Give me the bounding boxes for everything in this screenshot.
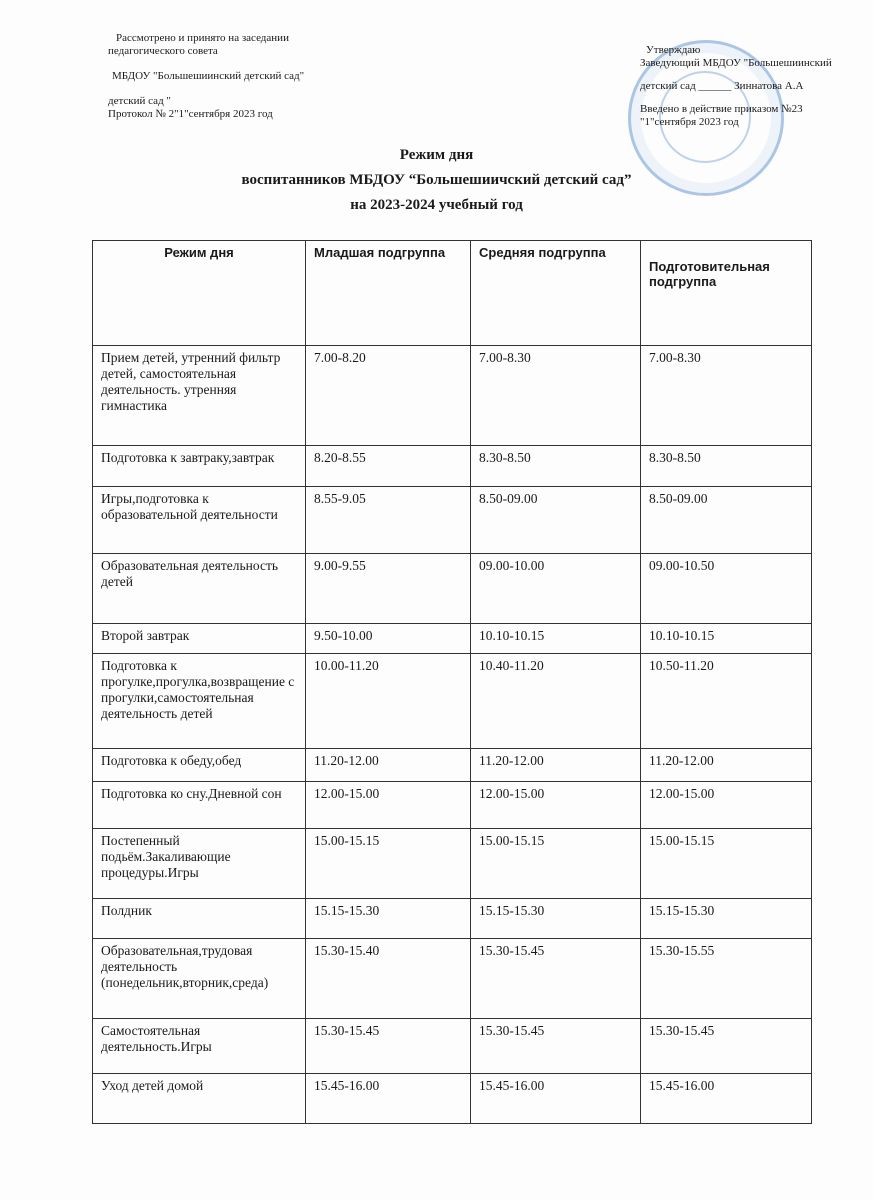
table-row xyxy=(93,446,812,487)
time-cell: 8.20-8.55 xyxy=(306,446,471,487)
time-cell: 11.20-12.00 xyxy=(471,749,641,782)
time-cell: 15.00-15.15 xyxy=(306,829,471,899)
table-row xyxy=(93,782,812,829)
activity-cell: Второй завтрак xyxy=(93,624,306,654)
approval-block-right xyxy=(640,44,860,129)
time-cell: 12.00-15.00 xyxy=(641,782,812,829)
table-header-row xyxy=(93,241,812,346)
col-header: Средняя подгруппа xyxy=(471,241,641,346)
doc-title: Режим дня xyxy=(399,147,474,163)
time-cell: 15.15-15.30 xyxy=(471,899,641,939)
time-cell: 7.00-8.30 xyxy=(641,346,812,446)
time-cell: 8.30-8.50 xyxy=(641,446,812,487)
activity-cell: Уход детей домой xyxy=(93,1074,306,1124)
approval-block-left xyxy=(108,32,348,121)
header-line: детский сад " xyxy=(108,95,171,107)
time-cell: 10.40-11.20 xyxy=(471,654,641,749)
time-cell: 9.00-9.55 xyxy=(306,554,471,624)
schedule-table xyxy=(92,240,812,1124)
time-cell: 15.30-15.45 xyxy=(641,1019,812,1074)
time-cell: 8.55-9.05 xyxy=(306,487,471,554)
header-line: Заведующий МБДОУ "Большешиинский xyxy=(640,57,832,69)
activity-cell: Игры,подготовка к образовательной деятельности xyxy=(93,487,306,554)
time-cell: 8.50-09.00 xyxy=(471,487,641,554)
time-cell: 8.50-09.00 xyxy=(641,487,812,554)
header-line: "1"сентября 2023 год xyxy=(640,116,739,128)
activity-cell: Подготовка к обеду,обед xyxy=(93,749,306,782)
header-line: Протокол № 2"1"сентября 2023 год xyxy=(108,108,273,120)
time-cell: 15.45-16.00 xyxy=(306,1074,471,1124)
time-cell: 15.00-15.15 xyxy=(641,829,812,899)
time-cell: 7.00-8.20 xyxy=(306,346,471,446)
activity-cell: Подготовка к завтраку,завтрак xyxy=(93,446,306,487)
time-cell: 11.20-12.00 xyxy=(306,749,471,782)
time-cell: 8.30-8.50 xyxy=(471,446,641,487)
doc-subtitle: воспитанников МБДОУ “Большешиичский детский сад” xyxy=(241,172,632,188)
time-cell: 12.00-15.00 xyxy=(306,782,471,829)
time-cell: 15.00-15.15 xyxy=(471,829,641,899)
col-header: Режим дня xyxy=(93,241,306,346)
table-row xyxy=(93,899,812,939)
time-cell: 12.00-15.00 xyxy=(471,782,641,829)
time-cell: 15.15-15.30 xyxy=(641,899,812,939)
table-row xyxy=(93,829,812,899)
activity-cell: Прием детей, утренний фильтр детей, самостоятельная деятельность. утренняя гимнастика xyxy=(93,346,306,446)
time-cell: 10.50-11.20 xyxy=(641,654,812,749)
activity-cell: Самостоятельная деятельность.Игры xyxy=(93,1019,306,1074)
table-row xyxy=(93,749,812,782)
col-header: Младшая подгруппа xyxy=(306,241,471,346)
time-cell: 7.00-8.30 xyxy=(471,346,641,446)
time-cell: 15.30-15.45 xyxy=(471,939,641,1019)
table-row xyxy=(93,939,812,1019)
time-cell: 15.45-16.00 xyxy=(641,1074,812,1124)
time-cell: 15.15-15.30 xyxy=(306,899,471,939)
header-line: детский сад ______ Зиннатова А.А xyxy=(640,80,804,92)
activity-cell: Подготовка ко сну.Дневной сон xyxy=(93,782,306,829)
table-row xyxy=(93,1019,812,1074)
time-cell: 10.10-10.15 xyxy=(471,624,641,654)
table-row xyxy=(93,1074,812,1124)
time-cell: 15.30-15.45 xyxy=(471,1019,641,1074)
time-cell: 9.50-10.00 xyxy=(306,624,471,654)
table-row xyxy=(93,346,812,446)
activity-cell: Постепенный подьём.Закаливающие процедуры.Игры xyxy=(93,829,306,899)
time-cell: 10.00-11.20 xyxy=(306,654,471,749)
header-line: Утверждаю xyxy=(646,44,701,56)
table-row xyxy=(93,554,812,624)
activity-cell: Полдник xyxy=(93,899,306,939)
table-row xyxy=(93,487,812,554)
time-cell: 15.45-16.00 xyxy=(471,1074,641,1124)
header-line: педагогического совета xyxy=(108,45,218,57)
time-cell: 15.30-15.45 xyxy=(306,1019,471,1074)
header-line: МБДОУ "Большешиинский детский сад" xyxy=(112,70,305,82)
time-cell: 11.20-12.00 xyxy=(641,749,812,782)
table-row xyxy=(93,624,812,654)
activity-cell: Образовательная деятельность детей xyxy=(93,554,306,624)
time-cell: 09.00-10.50 xyxy=(641,554,812,624)
col-header: Подготовительная подгруппа xyxy=(641,241,812,346)
activity-cell: Образовательная,трудовая деятельность (понедельник,вторник,среда) xyxy=(93,939,306,1019)
doc-year: на 2023-2024 учебный год xyxy=(350,197,523,213)
time-cell: 15.30-15.40 xyxy=(306,939,471,1019)
time-cell: 15.30-15.55 xyxy=(641,939,812,1019)
time-cell: 09.00-10.00 xyxy=(471,554,641,624)
table-row xyxy=(93,654,812,749)
activity-cell: Подготовка к прогулке,прогулка,возвращение с прогулки,самостоятельная деятельность детей xyxy=(93,654,306,749)
header-line: Введено в действие приказом №23 xyxy=(640,103,803,115)
header-line: Рассмотрено и принято на заседании xyxy=(116,32,289,44)
time-cell: 10.10-10.15 xyxy=(641,624,812,654)
